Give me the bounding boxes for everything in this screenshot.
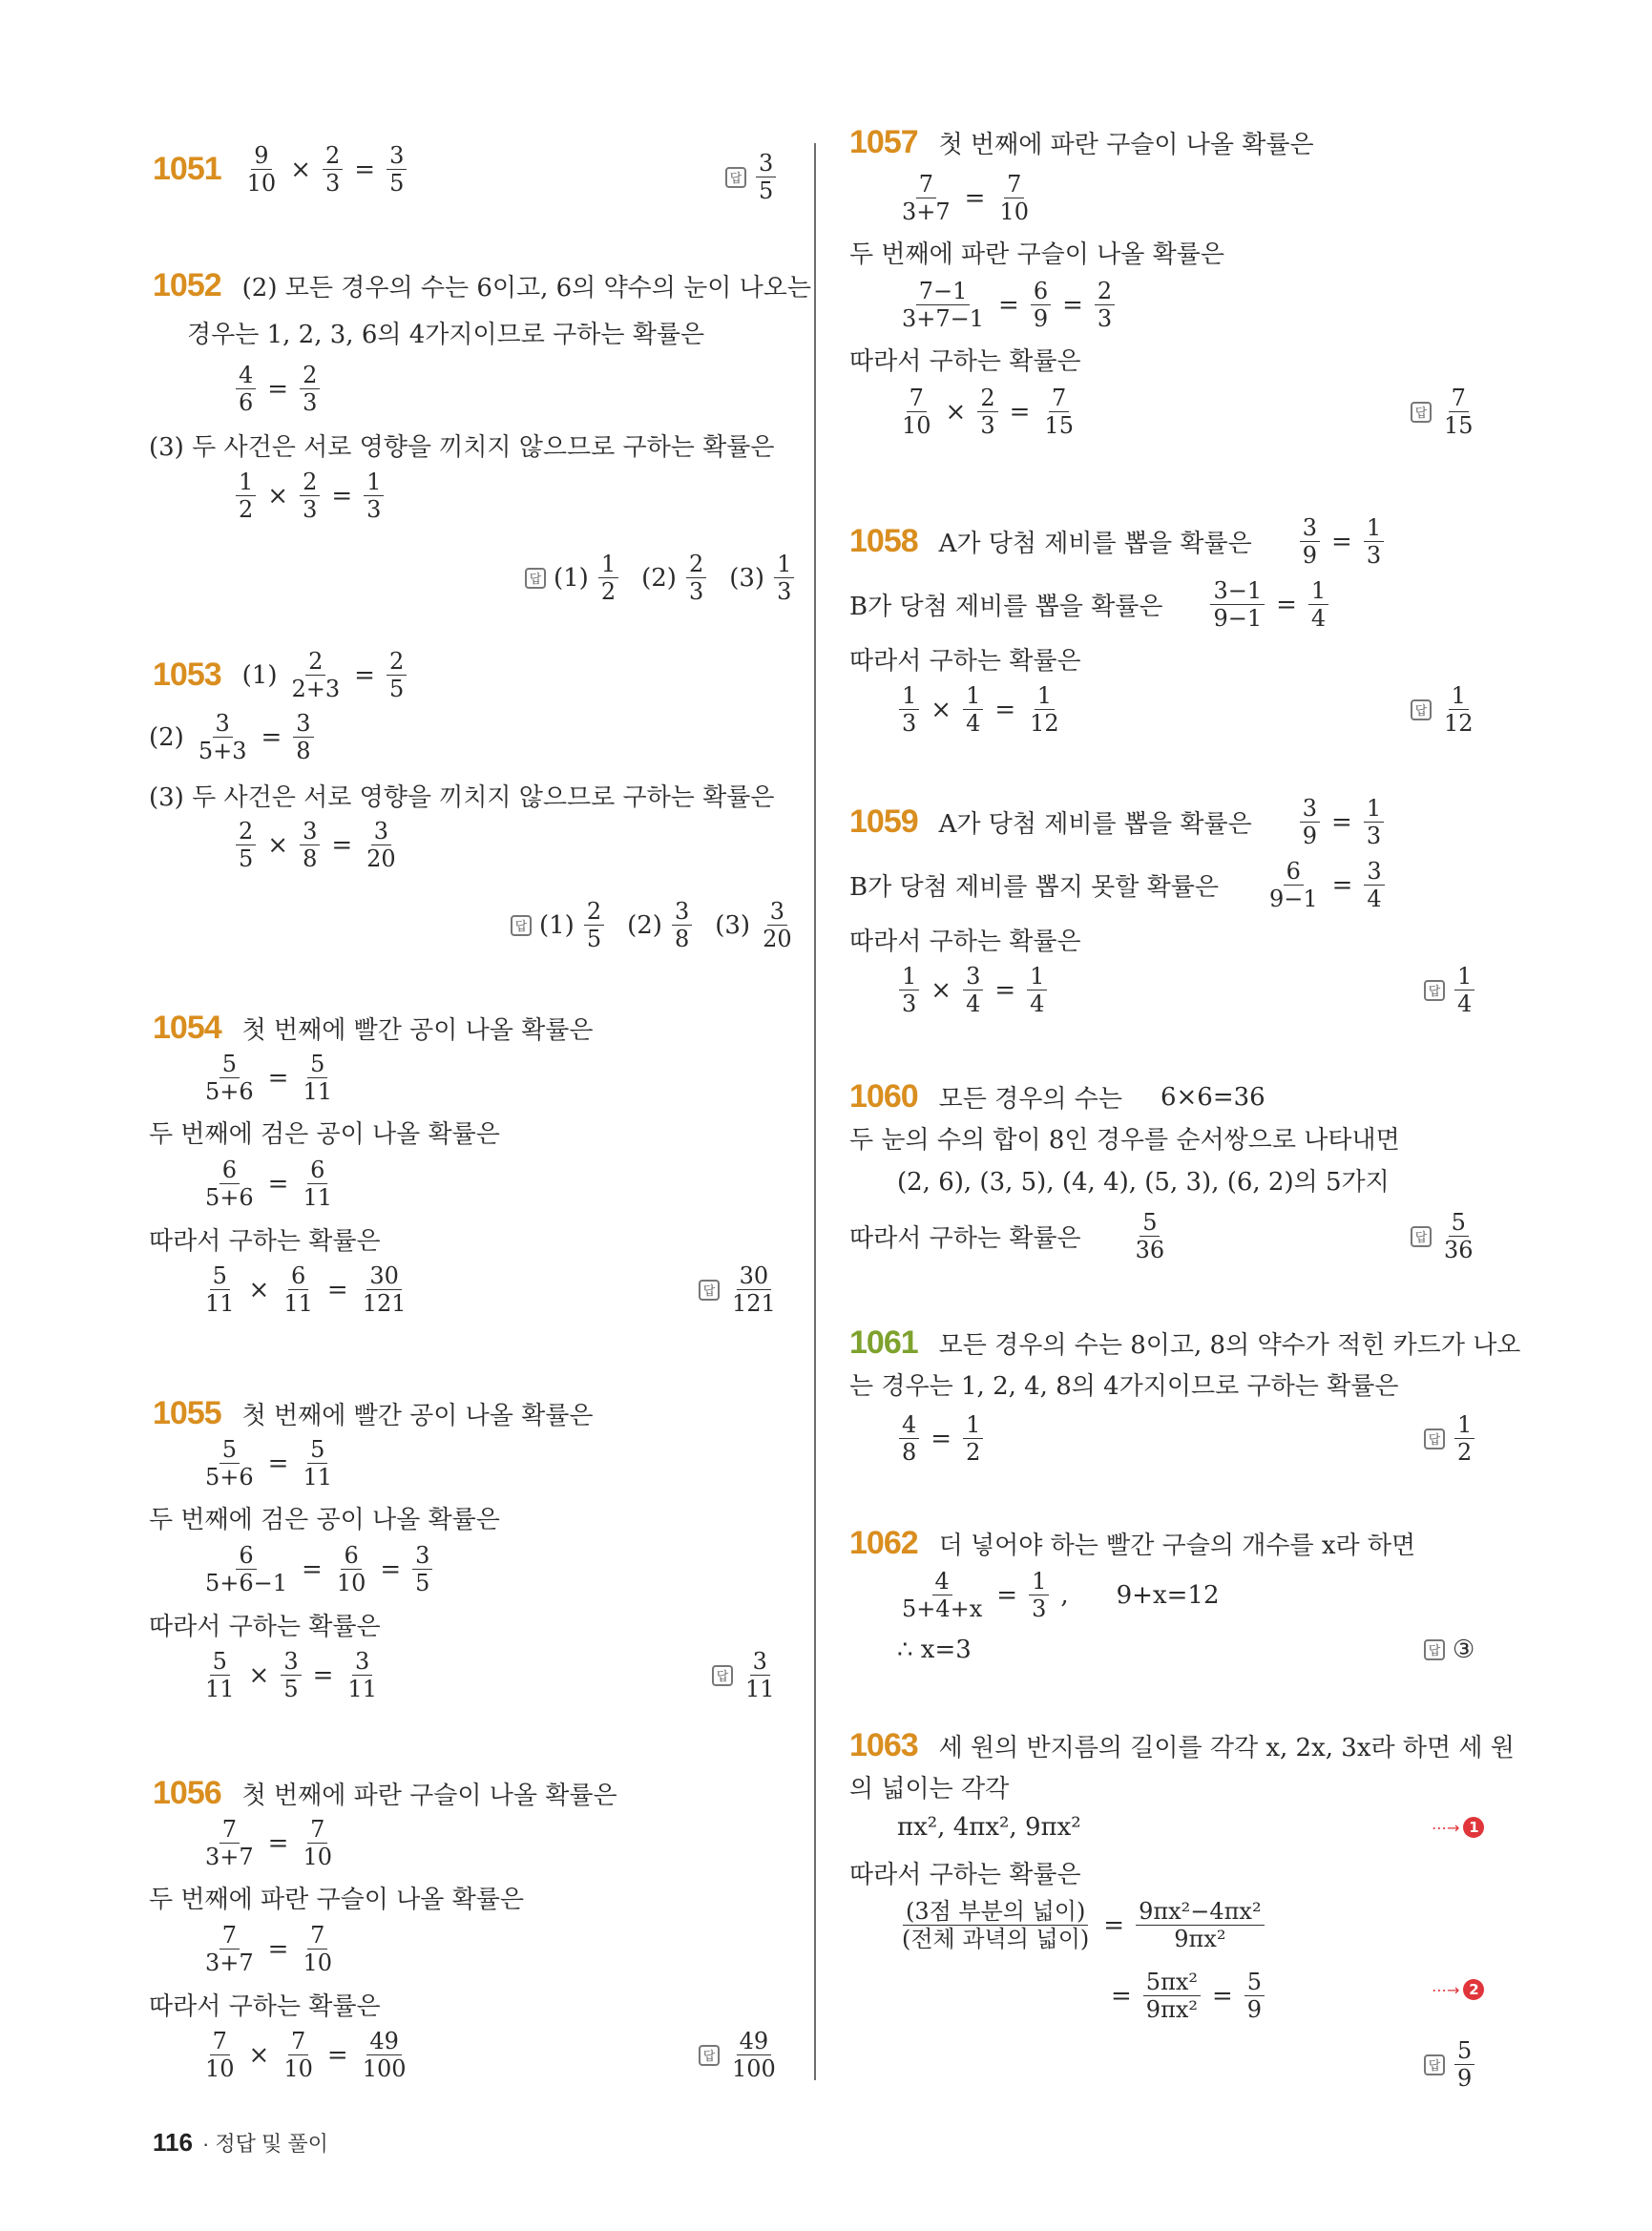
answer-icon: 답: [1424, 980, 1445, 1001]
problem-number: 1054: [153, 1010, 221, 1046]
solution-text: (3) 두 사건은 서로 영향을 끼치지 않으므로 구하는 확률은: [149, 783, 775, 812]
equation: $\frac{4}{6}$ = $\frac{2}{3}$: [234, 363, 322, 416]
answer: 답 $\frac{5}{9}$: [1424, 2038, 1476, 2092]
answer-icon: 답: [1424, 2054, 1445, 2075]
answer: 답 (1) $\frac{2}{5}$ (2) $\frac{3}{8}$ (3) $\frac{3}{20}$: [511, 899, 797, 952]
answer-icon: 답: [1411, 402, 1432, 423]
answer: 답 ③: [1424, 1636, 1474, 1664]
problem-number: 1056: [153, 1775, 221, 1811]
fraction: $\frac{9}{10}$: [246, 142, 277, 198]
equation: $\frac{1}{3}$ × $\frac{1}{4}$ = $\frac{1}{12}$: [897, 683, 1064, 737]
problem-number: 1061: [849, 1324, 918, 1361]
answer-icon: 답: [712, 1665, 733, 1686]
equation: $\frac{6}{5+6-1}$ = $\frac{6}{10}$ = $\frac{3}{5}$: [200, 1543, 434, 1596]
problem-number: 1051: [153, 151, 221, 188]
problem-number: 1055: [153, 1395, 221, 1431]
problem-number: 1057: [849, 124, 918, 160]
equation: = $\frac{\text{5πx²}}{\text{9πx²}}$ = $\frac{5}{9}$: [1111, 1970, 1266, 2023]
equation: $\frac{7-1}{3+7-1}$ = $\frac{6}{9}$ = $\frac{2}{3}$: [897, 279, 1117, 332]
equation: $\frac{7}{3+7}$ = $\frac{7}{10}$: [205, 1922, 332, 1977]
fraction: $\frac{2}{3}$: [323, 143, 343, 197]
answer-icon: 답: [525, 568, 546, 589]
solution-text: (3) 두 사건은 서로 영향을 끼치지 않으므로 구하는 확률은: [149, 433, 775, 462]
page-footer: [153, 2128, 328, 2158]
answer-icon: 답: [1424, 1639, 1445, 1660]
answer: 답 $\frac{30}{121}$: [699, 1263, 781, 1317]
step-marker: ⋯→ 1: [1432, 1817, 1484, 1838]
answer: 답 (1) $\frac{1}{2}$ (2) $\frac{2}{3}$ (3) $\frac{1}{3}$: [525, 552, 796, 605]
equation: $\frac{5}{5+6}$ = $\frac{5}{11}$: [205, 1436, 332, 1491]
answer-icon: 답: [1411, 1226, 1432, 1247]
equation: $\frac{5}{5+6}$ = $\frac{5}{11}$: [205, 1051, 332, 1106]
problem-number: 1063: [849, 1727, 918, 1763]
page-number: 116: [153, 2128, 193, 2157]
column-divider: [814, 143, 816, 2080]
equation: $\frac{5}{11}$ × $\frac{3}{5}$ = $\frac{3}{11}$: [205, 1648, 377, 1703]
problem-number: 1062: [849, 1525, 918, 1561]
equation: $\frac{7}{3+7}$ = $\frac{7}{10}$: [902, 171, 1029, 226]
problem-number: 1059: [849, 803, 918, 841]
answer: 답 $\frac{3}{11}$: [712, 1649, 780, 1702]
fraction: $\frac{3}{5}$: [387, 143, 407, 197]
solution-text: (2) 모든 경우의 수는 6이고, 6의 약수의 눈이 나오는: [241, 274, 812, 302]
equation: $\frac{6}{5+6}$ = $\frac{6}{11}$: [205, 1157, 332, 1212]
equation: $\frac{4}{8}$ = $\frac{1}{2}$: [897, 1412, 985, 1466]
equation: $\frac{7}{10}$ × $\frac{2}{3}$ = $\frac{7}{15}$: [902, 385, 1074, 440]
equation: $\frac{7}{10}$ × $\frac{7}{10}$ = $\frac{49}{100}$: [205, 2028, 407, 2083]
answer: 답 $\frac{1}{4}$: [1424, 964, 1476, 1017]
answer: 답 $\frac{7}{15}$: [1411, 386, 1478, 439]
equation: $\frac{1}{2}$ × $\frac{2}{3}$ = $\frac{1}{3}$: [234, 469, 386, 523]
answer: 답 $\frac{3}{5}$: [725, 151, 778, 204]
answer: 답 $\frac{5}{36}$: [1411, 1210, 1478, 1263]
step-marker: ⋯→ 2: [1432, 1979, 1484, 2000]
answer-icon: 답: [1411, 699, 1432, 720]
equation: $\frac{\text{(3점 부분의 넓이)}}{\text{(전체 과녁의 넓이)}}$ = $\frac{\text{9πx²−4πx²}}{\text{9πx²}}$: [897, 1899, 1266, 1952]
answer: 답 $\frac{1}{12}$: [1411, 683, 1478, 737]
answer-icon: 답: [1424, 1428, 1445, 1449]
equation: $\frac{2}{5}$ × $\frac{3}{8}$ = $\frac{3}{20}$: [234, 819, 401, 872]
equation: $\frac{4}{5+4+x}$ = $\frac{1}{3}$ , 9+x=12: [902, 1568, 1220, 1623]
answer-icon: 답: [725, 167, 746, 188]
problem-number: 1053: [153, 657, 221, 694]
equation: $\frac{5}{11}$ × $\frac{6}{11}$ = $\frac{30}{121}$: [205, 1262, 407, 1318]
problem-number: 1052: [153, 267, 221, 303]
answer-icon: 답: [699, 2045, 720, 2066]
page-label: · 정답 및 풀이: [201, 2132, 328, 2156]
equation: $\frac{7}{3+7}$ = $\frac{7}{10}$: [205, 1816, 332, 1871]
equation: $\frac{1}{3}$ × $\frac{3}{4}$ = $\frac{1}{4}$: [897, 964, 1049, 1017]
problem-number: 1058: [849, 523, 918, 560]
answer-icon: 답: [699, 1280, 720, 1301]
answer-icon: 답: [511, 915, 532, 936]
answer: 답 $\frac{1}{2}$: [1424, 1412, 1476, 1466]
problem-number: 1060: [849, 1078, 918, 1115]
solution-text: 경우는 1, 2, 3, 6의 4가지이므로 구하는 확률은: [187, 321, 705, 349]
answer: 답 $\frac{49}{100}$: [699, 2029, 781, 2082]
